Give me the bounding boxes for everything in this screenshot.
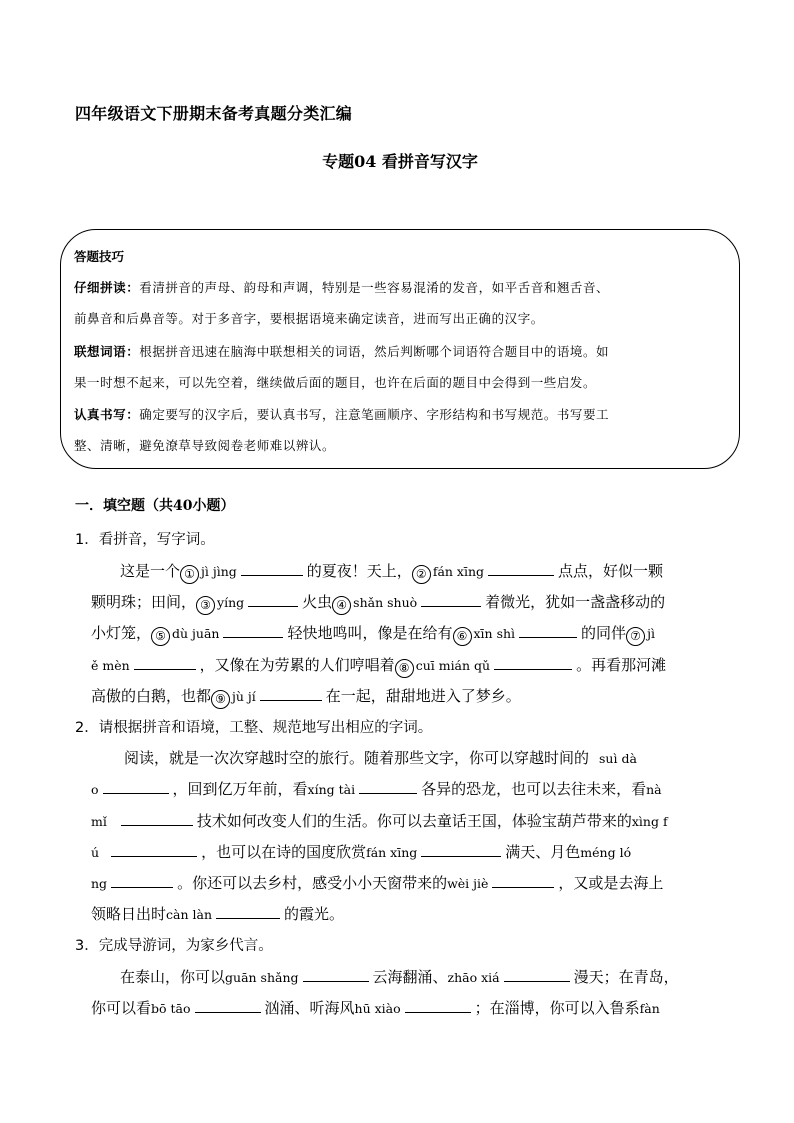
q2-line-2 xyxy=(91,778,662,799)
tip-2-text-1: 根据拼音迅速在脑海中联想相关的词语，然后判断哪个词语符合题目中的语境。如 xyxy=(139,344,610,359)
circle-number: ④ xyxy=(332,596,351,615)
answer-blank[interactable] xyxy=(519,623,577,638)
q2-text: 各异的恐龙，也可以去往未来，看 xyxy=(421,780,647,798)
q3-line-1 xyxy=(120,966,679,987)
pinyin: fán xīng xyxy=(432,564,485,579)
tip-3-text-1: 确定要写的汉字后，要认真书写，注意笔画顺序、字形结构和书写规范。书写要工 xyxy=(139,407,610,422)
doc-subtitle: 专题04 看拼音写汉字 xyxy=(322,152,478,171)
q1-text: 轻快地鸣叫，像是在给有 xyxy=(287,624,453,642)
q2-text: ，也可以在诗的国度欣赏 xyxy=(201,843,367,861)
pinyin: ě mèn xyxy=(91,658,130,673)
q3-text: 汹涌、听海风 xyxy=(264,999,355,1017)
tip-1-line-2 xyxy=(74,303,734,335)
circle-number: ⑥ xyxy=(453,627,472,646)
q3-text: 漫天；在青岛， xyxy=(573,968,679,986)
answer-blank[interactable] xyxy=(260,686,322,701)
q1-text: 高傲的白鹅，也都 xyxy=(91,687,212,705)
q3-prompt: 3．完成导游词，为家乡代言。 xyxy=(75,938,273,954)
tip-2-line-2 xyxy=(74,367,734,399)
answer-blank[interactable] xyxy=(216,904,280,919)
q2-line-1 xyxy=(124,747,637,768)
pinyin: nà xyxy=(646,782,662,797)
pinyin: yíng xyxy=(217,595,245,610)
pinyin: xíng tài xyxy=(307,782,356,797)
q2-text: 。你还可以去乡村，感受小小天窗带来的 xyxy=(177,874,448,892)
tip-3-text-2: 整、清晰，避免潦草导致阅卷老师难以辨认。 xyxy=(74,438,336,453)
pinyin: méng ló xyxy=(580,845,632,860)
tip-1-line-1 xyxy=(74,272,734,304)
answer-blank[interactable] xyxy=(223,623,283,638)
pinyin: ú xyxy=(91,845,100,860)
q2-text: 满天、月色 xyxy=(505,843,581,861)
q2-prompt: 2．请根据拼音和语境，工整、规范地写出相应的字词。 xyxy=(75,720,433,736)
answer-blank[interactable] xyxy=(111,842,197,857)
tips-heading: 答题技巧 xyxy=(74,249,125,264)
q2-text: ，又或是去海上 xyxy=(558,874,664,892)
q1-line-2 xyxy=(91,591,665,615)
tip-1-text-1: 看清拼音的声母、韵母和声调，特别是一些容易混淆的发音，如平舌音和翘舌音、 xyxy=(139,280,610,295)
q3-text: 云海翻涌、 xyxy=(372,968,448,986)
answer-blank[interactable] xyxy=(504,967,570,982)
q3-text: ；在淄博，你可以入鲁系 xyxy=(474,999,640,1017)
answer-blank[interactable] xyxy=(494,655,572,670)
tip-3-line-2 xyxy=(74,430,734,462)
pinyin: hū xiào xyxy=(354,1001,401,1016)
q1-text: 在一起，甜甜地进入了梦乡。 xyxy=(325,687,521,705)
q3-text: 你可以看 xyxy=(91,999,152,1017)
answer-blank[interactable] xyxy=(303,967,369,982)
answer-blank[interactable] xyxy=(111,873,173,888)
q1-line-1 xyxy=(120,560,663,584)
tip-3-label: 认真书写 xyxy=(74,407,127,422)
pinyin: jì xyxy=(647,626,655,641)
q1-prompt: 1．看拼音，写字词。 xyxy=(75,532,215,548)
q2-text: 领略日出时 xyxy=(91,905,167,923)
tip-1-label: 仔细拼读 xyxy=(74,280,127,295)
tip-2-text-2: 果一时想不起来，可以先空着，继续做后面的题目，也许在后面的题目中会得到一些启发。 xyxy=(74,375,597,390)
circle-number: ⑤ xyxy=(151,627,170,646)
q3-line-2 xyxy=(91,997,660,1018)
answer-blank[interactable] xyxy=(134,655,196,670)
q2-text: 技术如何改变人们的生活。你可以去童话王国，体验宝葫芦带来的 xyxy=(196,812,632,830)
circle-number: ⑧ xyxy=(395,659,414,678)
tip-1-sep: ： xyxy=(126,280,140,295)
circle-number: ③ xyxy=(196,596,215,615)
pinyin: mǐ xyxy=(91,814,107,829)
tip-1-text-2: 前鼻音和后鼻音等。对于多音字，要根据语境来确定读音，进而写出正确的汉字。 xyxy=(74,311,544,326)
q1-text: 的夏夜！天上， xyxy=(306,562,412,580)
q1-line-4 xyxy=(91,654,666,678)
answer-blank[interactable] xyxy=(492,873,554,888)
pinyin: jì jìng xyxy=(201,564,237,579)
pinyin: dù juān xyxy=(172,626,220,641)
q1-text: 点点，好似一颗 xyxy=(558,562,664,580)
answer-blank[interactable] xyxy=(121,811,193,826)
pinyin: xìng f xyxy=(631,814,668,829)
circle-number: ⑨ xyxy=(211,690,230,709)
q1-text: 。再看那河滩 xyxy=(576,656,667,674)
pinyin: shǎn shuò xyxy=(353,595,418,610)
q1-line-3 xyxy=(91,622,655,646)
tip-3-line-1 xyxy=(74,399,734,431)
section-title: 一．填空题（共40小题） xyxy=(75,498,235,514)
tip-2-sep: ： xyxy=(126,344,140,359)
tip-3-sep: ： xyxy=(126,407,140,422)
q2-line-3 xyxy=(91,810,668,831)
q1-text: 颗明珠；田间， xyxy=(91,593,197,611)
tip-2-label: 联想词语 xyxy=(74,344,127,359)
circle-number: ② xyxy=(412,565,431,584)
q1-line-5 xyxy=(91,685,521,709)
q2-text: 阅读，就是一次次穿越时空的旅行。随着那些文字，你可以穿越时间的 xyxy=(124,749,590,767)
q2-text: 的霞光。 xyxy=(284,905,345,923)
q1-text: 小灯笼， xyxy=(91,624,152,642)
pinyin: suì dà xyxy=(599,751,637,766)
pinyin: wèi jiè xyxy=(447,876,489,891)
q1-text: ，又像在为劳累的人们哼唱着 xyxy=(199,656,395,674)
q1-text: 这是一个 xyxy=(120,562,181,580)
pinyin: fán xīng xyxy=(366,845,418,860)
answer-blank[interactable] xyxy=(103,779,169,794)
q1-text: 的同伴 xyxy=(581,624,627,642)
circle-number: ⑦ xyxy=(626,627,645,646)
pinyin: o xyxy=(91,782,99,797)
answer-blank[interactable] xyxy=(195,998,261,1013)
pinyin: ng xyxy=(91,876,108,891)
pinyin: càn làn xyxy=(166,907,212,922)
pinyin: zhāo xiá xyxy=(447,970,500,985)
answer-blank[interactable] xyxy=(421,592,481,607)
tip-2-line-1 xyxy=(74,336,734,368)
answer-blank[interactable] xyxy=(488,561,554,576)
q1-text: 火虫 xyxy=(302,593,333,611)
pinyin: fàn xyxy=(639,1001,660,1016)
q1-text: 着微光，犹如一盏盏移动的 xyxy=(485,593,666,611)
answer-blank[interactable] xyxy=(359,779,417,794)
q3-text: 在泰山，你可以 xyxy=(120,968,226,986)
circle-number: ① xyxy=(180,565,199,584)
q2-line-4 xyxy=(91,841,631,862)
answer-blank[interactable] xyxy=(405,998,471,1013)
pinyin: cuī mián qǔ xyxy=(415,658,491,673)
q2-line-5 xyxy=(91,872,663,893)
answer-blank[interactable] xyxy=(248,592,298,607)
pinyin: jù jí xyxy=(232,689,256,704)
q2-line-6 xyxy=(91,903,344,924)
answer-blank[interactable] xyxy=(421,842,501,857)
answer-blank[interactable] xyxy=(241,561,303,576)
pinyin: bō tāo xyxy=(151,1001,191,1016)
pinyin: xīn shì xyxy=(473,626,516,641)
pinyin: guān shǎng xyxy=(225,970,299,985)
doc-title: 四年级语文下册期末备考真题分类汇编 xyxy=(75,104,353,123)
q2-text: ，回到亿万年前，看 xyxy=(172,780,308,798)
